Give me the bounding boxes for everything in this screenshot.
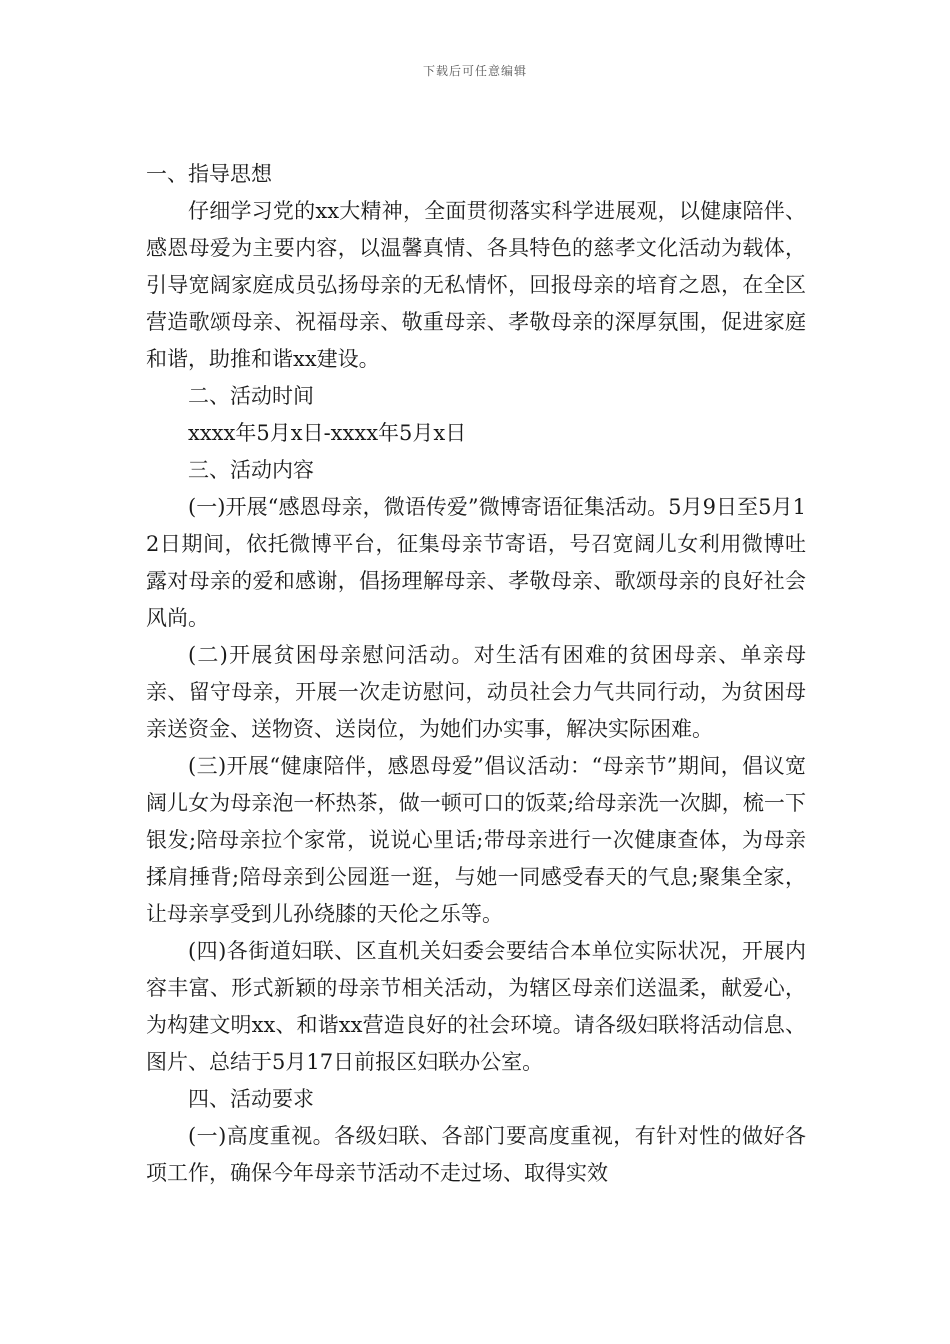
section-heading-activity-content: 三、活动内容 [188,458,314,482]
document-body [146,156,806,1192]
paragraph-activity-time: xxxx年5月x日-xxxx年5月x日 [188,421,467,445]
section-heading-activity-requirements: 四、活动要求 [188,1087,314,1111]
paragraph-content-item-4: (四)各街道妇联、区直机关妇委会要结合本单位实际状况，开展内容丰富、形式新颖的母亲节相关活动，为辖区母亲们送温柔，献爱心，为构建文明xx、和谐xx营造良好的社会环境。请各级妇联将活动信息、图片、总结于5月17日前报区妇联办公室。 [146,939,806,1074]
paragraph-content-item-3: (三)开展“健康陪伴，感恩母爱”倡议活动：“母亲节”期间，倡议宽阔儿女为母亲泡一杯热茶，做一顿可口的饭菜;给母亲洗一次脚，梳一下银发;陪母亲拉个家常，说说心里话;带母亲进行一次健康查体，为母亲揉肩捶背;陪母亲到公园逛一逛，与她一同感受春天的气息;聚集全家，让母亲享受到儿孙绕膝的天伦之乐等。 [146,754,806,926]
paragraph-content-item-1: (一)开展“感恩母亲，微语传爱”微博寄语征集活动。5月9日至5月12日期间，依托微博平台，征集母亲节寄语，号召宽阔儿女利用微博吐露对母亲的爱和感谢，倡扬理解母亲、孝敬母亲、歌颂母亲的良好社会风尚。 [146,495,806,630]
paragraph-guiding-ideology: 仔细学习党的xx大精神，全面贯彻落实科学进展观，以健康陪伴、感恩母爱为主要内容，以温馨真情、各具特色的慈孝文化活动为载体，引导宽阔家庭成员弘扬母亲的无私情怀，回报母亲的培育之恩，在全区营造歌颂母亲、祝福母亲、敬重母亲、孝敬母亲的深厚氛围，促进家庭和谐，助推和谐xx建设。 [146,199,806,371]
paragraph-requirement-item-1: (一)高度重视。各级妇联、各部门要高度重视，有针对性的做好各项工作，确保今年母亲节活动不走过场、取得实效 [146,1124,806,1185]
paragraph-content-item-2: (二)开展贫困母亲慰问活动。对生活有困难的贫困母亲、单亲母亲、留守母亲，开展一次走访慰问，动员社会力气共同行动，为贫困母亲送资金、送物资、送岗位，为她们办实事，解决实际困难。 [146,643,806,741]
section-heading-guiding-ideology: 一、指导思想 [146,162,272,186]
page-header-note: 下载后可任意编辑 [422,64,527,78]
section-heading-activity-time: 二、活动时间 [188,384,314,408]
